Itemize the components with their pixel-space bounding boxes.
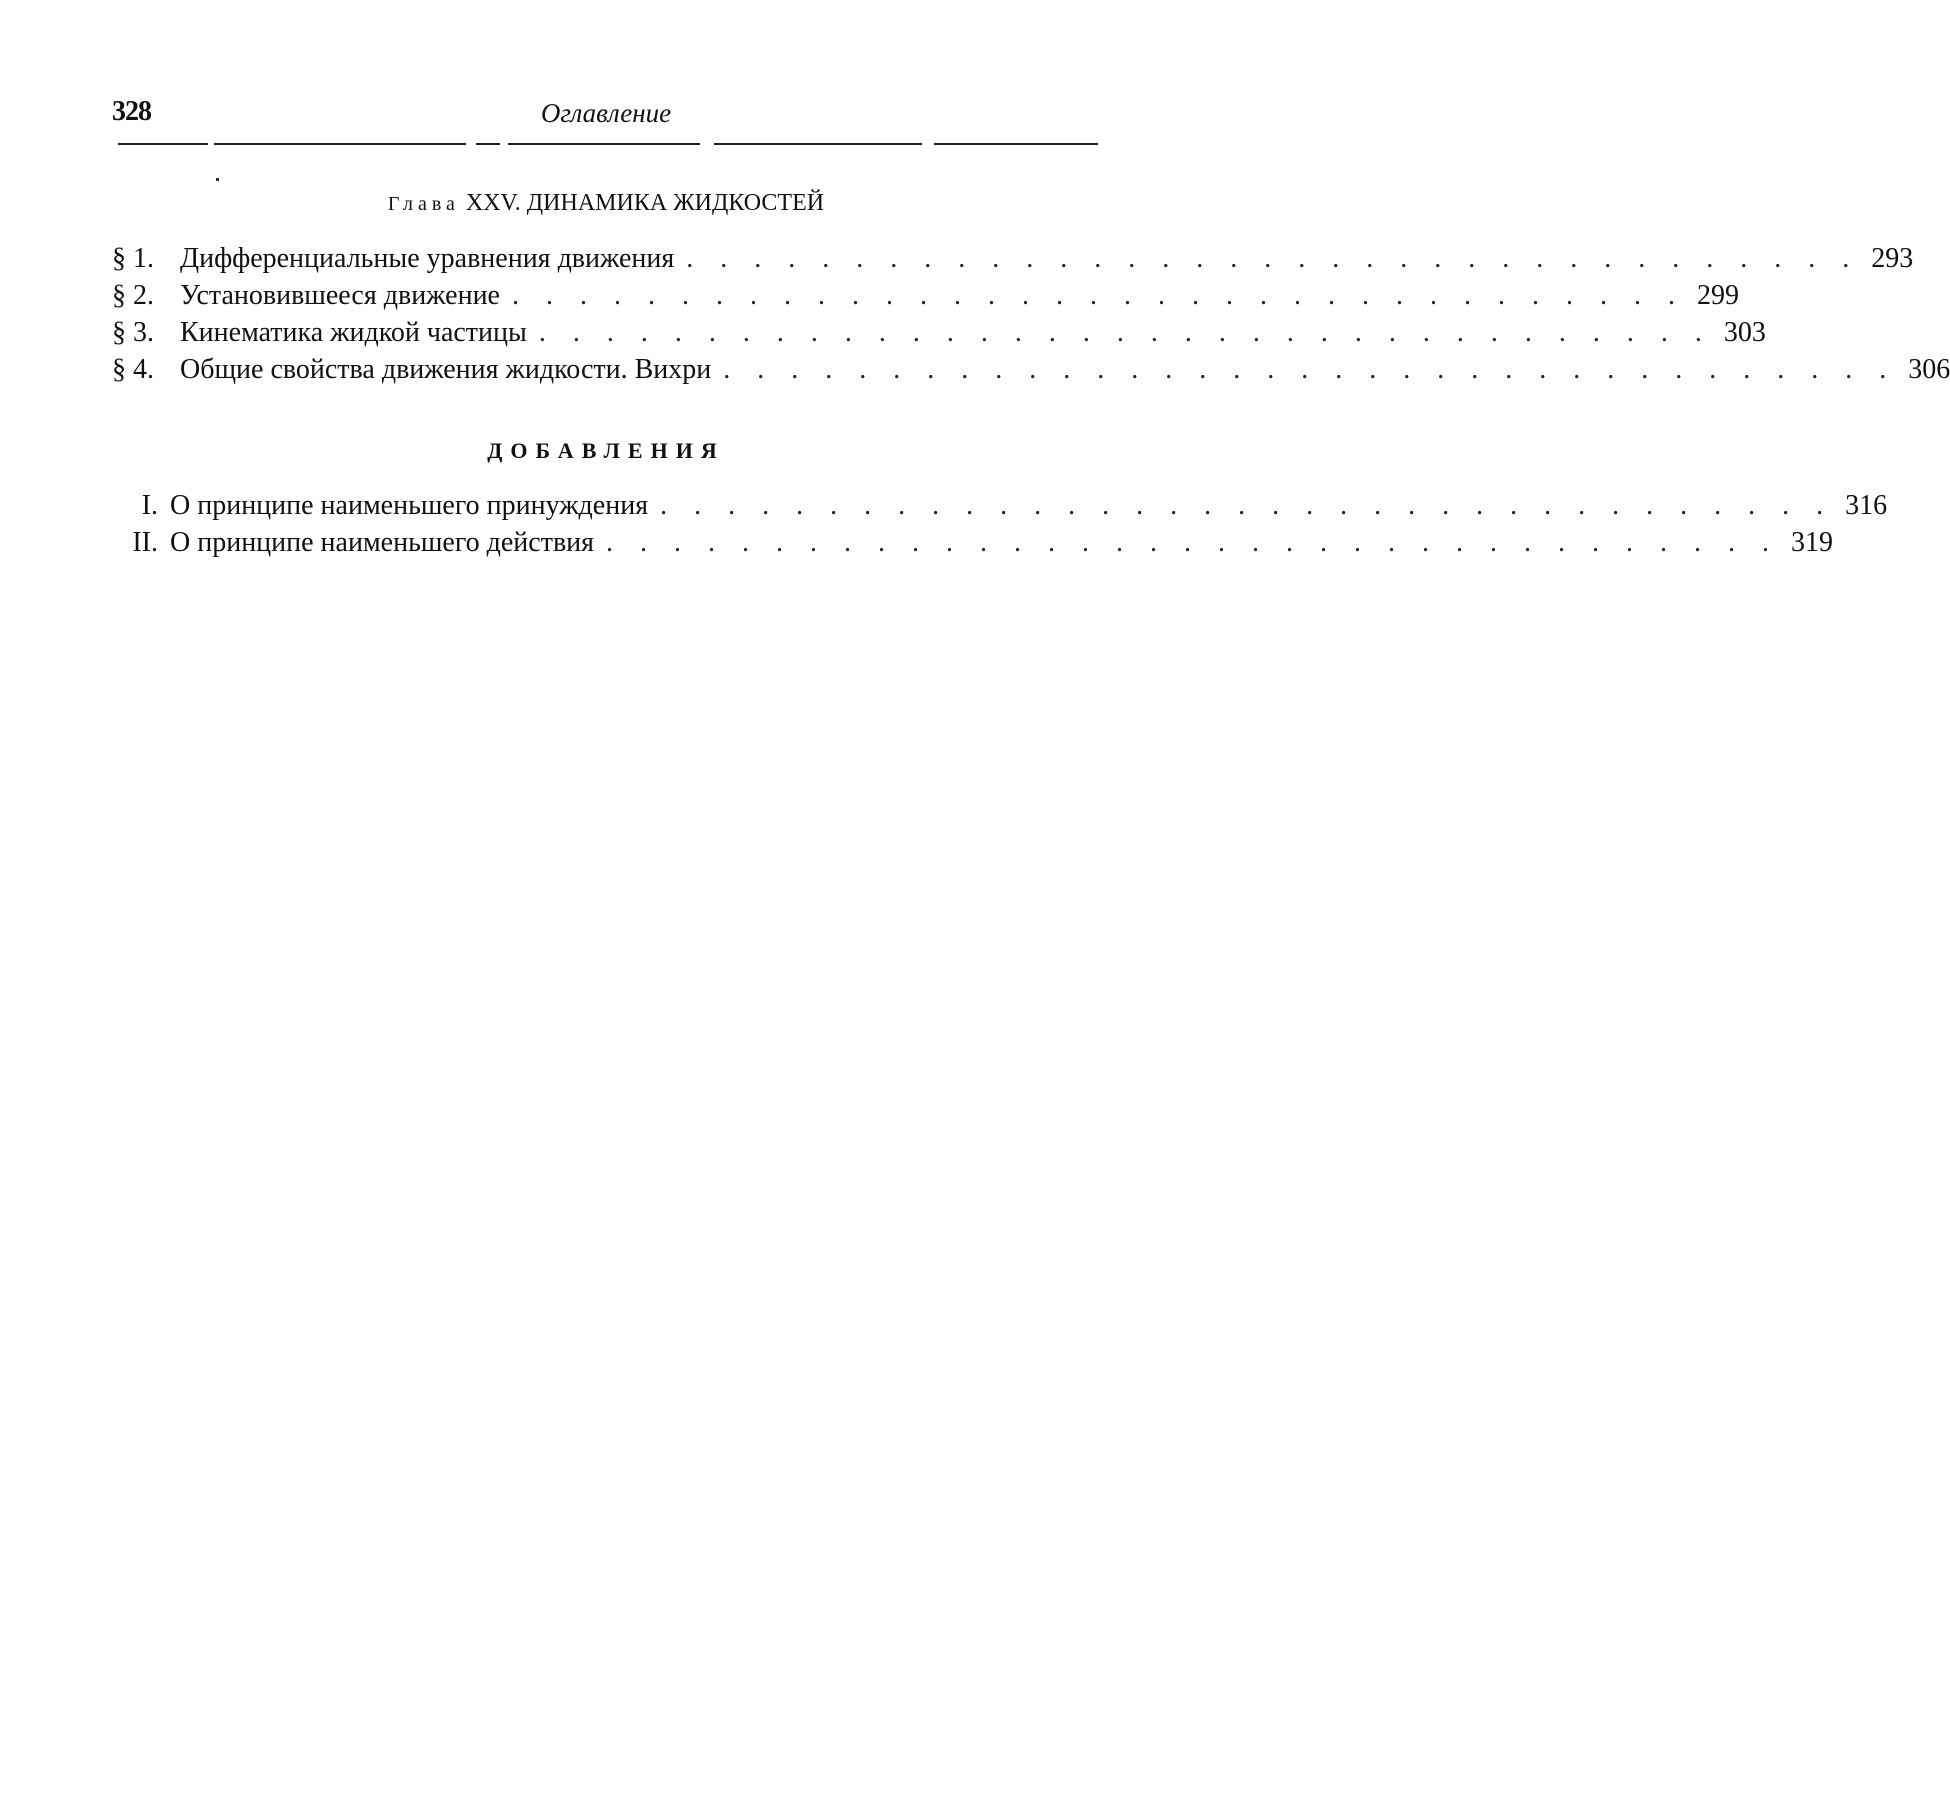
toc-entry-number: § 2.: [112, 280, 154, 311]
print-speck: [216, 178, 219, 181]
toc-entry[interactable]: [112, 317, 1766, 354]
chapter-heading: [112, 190, 1100, 217]
toc-entry-page: 299: [1696, 280, 1739, 311]
toc-entry-number: § 1.: [112, 243, 154, 274]
toc-entry[interactable]: [112, 354, 1950, 391]
leader-dots: . . . . . . . . . . . . . . . . . . . . . . . . . . . . . . . . . . .: [511, 280, 1685, 311]
toc-entry-title: Установившееся движение: [180, 280, 500, 311]
toc-entry-page: 303: [1723, 317, 1766, 348]
rule-gap: [466, 141, 476, 147]
toc-entry-page: 316: [1845, 490, 1888, 521]
leader-dots: . . . . . . . . . . . . . . . . . . . . . . . . . . . . . . . . . . .: [606, 527, 1780, 558]
toc-entry-title: Дифференциальные уравнения движения: [180, 243, 675, 274]
appendix-heading: ДОБАВЛЕНИЯ: [487, 438, 725, 463]
toc-entry-title: Общие свойства движения жидкости. Вихри: [180, 354, 712, 385]
running-head: [112, 96, 1100, 136]
toc-entry-page: 306: [1908, 354, 1950, 385]
toc-entry[interactable]: [112, 490, 1888, 527]
leader-dots: . . . . . . . . . . . . . . . . . . . . . . . . . . . . . . . . . . .: [723, 354, 1897, 385]
toc-entry-title: О принципе наименьшего принуждения: [170, 490, 649, 521]
toc-entry-page: 293: [1871, 243, 1914, 274]
toc-entry[interactable]: [112, 527, 1834, 564]
toc-entry-number: I.: [141, 490, 158, 521]
toc-entry[interactable]: [112, 243, 1914, 280]
header-title: Оглавление: [540, 98, 672, 128]
rule-gap: [922, 141, 934, 147]
header-rule: [118, 143, 1098, 145]
toc-entry-title: О принципе наименьшего действия: [170, 527, 595, 558]
chapter-title: XXV. ДИНАМИКА ЖИДКОСТЕЙ: [465, 190, 825, 216]
rule-gap: [500, 141, 508, 147]
leader-dots: . . . . . . . . . . . . . . . . . . . . . . . . . . . . . . . . . . .: [686, 243, 1860, 274]
chapter-toc-list: [112, 243, 1950, 391]
leader-dots: . . . . . . . . . . . . . . . . . . . . . . . . . . . . . . . . . . .: [660, 490, 1834, 521]
leader-dots: . . . . . . . . . . . . . . . . . . . . . . . . . . . . . . . . . . .: [538, 317, 1712, 348]
toc-entry[interactable]: [112, 280, 1739, 317]
toc-entry-number: § 3.: [112, 317, 154, 348]
toc-entry-number: § 4.: [112, 354, 154, 385]
page-number: 328: [112, 96, 151, 127]
appendix-toc-list: [112, 490, 1888, 564]
toc-entry-number: II.: [132, 527, 158, 558]
rule-gap: [700, 141, 714, 147]
toc-entry-title: Кинематика жидкой частицы: [180, 317, 527, 348]
chapter-prefix: Глава: [387, 193, 460, 215]
rule-gap: [208, 141, 214, 147]
toc-entry-page: 319: [1791, 527, 1834, 558]
